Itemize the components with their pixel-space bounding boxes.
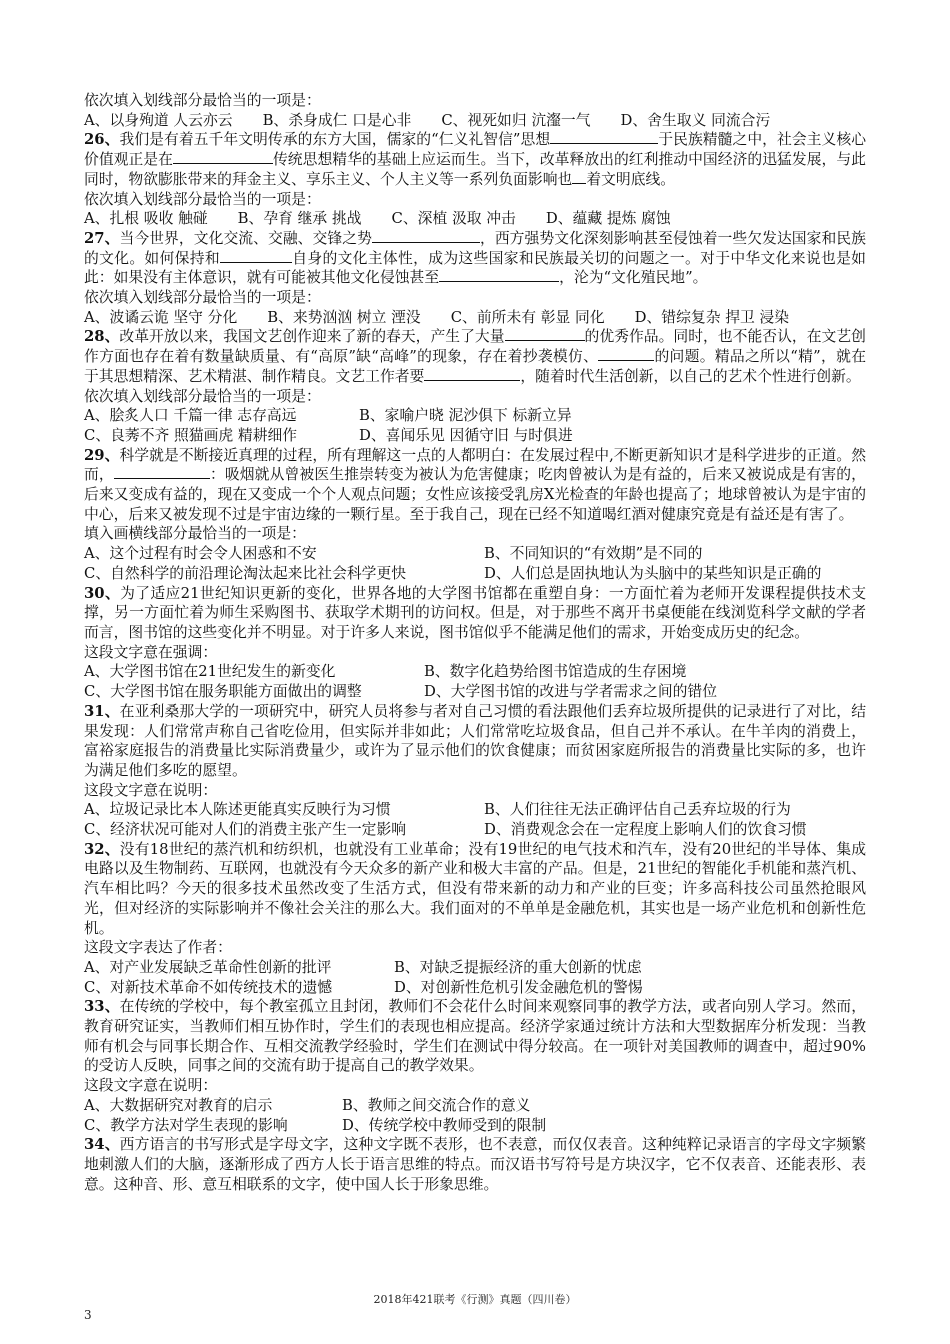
question-number: 26、 — [84, 131, 120, 149]
option-b: B、人们往往无法正确评估自己丢弃垃圾的行为 — [484, 801, 791, 819]
q31-stem: 31、在亚利桑那大学的一项研究中，研究人员将参与者对自己习惯的看法跟他们丢弃垃圾所提供的记录进行了对比，结果发现：人们常常声称自己省吃俭用，但实际并非如此；人们常常吃垃圾食品，但自己并不承认。在牛羊肉的消费上，富裕家庭报告的消费量比实际消费量少，或许为了显示他们的饮食健康；而贫困家庭所报告的消费量比实际的多，也许为满足他们多吃的愿望。 — [84, 702, 866, 779]
question-number: 32、 — [84, 840, 120, 858]
option-a: A、对产业发展缺乏革命性创新的批评 — [84, 958, 332, 976]
exam-page-content — [84, 91, 866, 1194]
q26-options — [84, 209, 866, 229]
question-number: 28、 — [84, 328, 120, 346]
option-c: C、对新技术革命不如传统技术的遗憾 — [84, 978, 333, 996]
q27-options — [84, 308, 866, 328]
q32-options-row1 — [84, 958, 866, 978]
q28-stem: 28、改革开放以来，我国文艺创作迎来了新的春天，产生了大量 的优秀作品。同时，也不能否认，在文艺创作方面也存在着有数量缺质量、有“高原”缺“高峰”的现象，存在着抄袭模仿、 的问题。精品之所以“精”，就在于其思想精深、艺术精湛、制作精良。文艺工作者要 ，随着时代生活创新，以自己的艺术个性进行创新。 — [84, 328, 866, 385]
q27-prompt: 依次填入划线部分最恰当的一项是： — [84, 289, 321, 307]
option-b: B、家喻户晓 泥沙俱下 标新立异 — [359, 407, 572, 425]
q33-options-row1 — [84, 1096, 866, 1116]
q28-options-row2 — [84, 426, 866, 446]
option-a: A、脍炙人口 千篇一律 志存高远 — [84, 407, 297, 425]
q31-prompt: 这段文字意在说明： — [84, 781, 218, 799]
q30-options-row1 — [84, 662, 866, 682]
blank-line — [598, 347, 654, 361]
q31-options-row1 — [84, 800, 866, 820]
q33-stem: 33、在传统的学校中，每个教室孤立且封闭，教师们不会花什么时间来观察同事的教学方法，或者向别人学习。然而，教育研究证实，当教师们相互协作时，学生们的表现也相应提高。经济学家通过统计方法和大型数据库分析发现：当教师有机会与同事长期合作、互相交流教学经验时，学生们在测试中得分较高。在一项针对美国教师的调查中，超过90%的受访人反映，同事之间的交流有助于提高自己的教学效果。 — [84, 998, 866, 1075]
option-a: A、以身殉道 人云亦云 — [84, 111, 233, 129]
page-footer: 2018年421联考《行测》真题（四川卷） — [373, 1293, 577, 1306]
blank-line — [439, 268, 559, 282]
blank-line — [505, 327, 585, 341]
option-a: A、波谲云诡 坚守 分化 — [84, 308, 238, 326]
option-c: C、深植 汲取 冲击 — [391, 210, 516, 228]
option-d: D、大学图书馆的改进与学者需求之间的错位 — [424, 683, 718, 701]
option-d: D、错综复杂 捍卫 浸染 — [634, 308, 790, 326]
option-d: D、对创新性危机引发金融危机的警惕 — [394, 978, 643, 996]
question-number: 29、 — [84, 446, 120, 464]
q32-options-row2 — [84, 978, 866, 998]
option-b: B、杀身成仁 口是心非 — [262, 111, 412, 129]
q26-stem: 26、我们是有着五千年文明传承的东方大国，儒家的“仁义礼智信”思想 于民族精髓之中，社会主义核心价值观正是在 传统思想精华的基础上应运而生。当下，改革释放出的红利推动中国经济的迅猛发展，与此同时，物欲膨胀带来的拜金主义、享乐主义、个人主义等一系列负面影响也 着文明底线。 — [84, 131, 866, 188]
blank-line — [220, 249, 292, 263]
option-c: C、前所未有 彰显 同化 — [450, 308, 605, 326]
option-a: A、垃圾记录比本人陈述更能真实反映行为习惯 — [84, 801, 391, 819]
option-d: D、人们总是固执地认为头脑中的某些知识是正确的 — [484, 564, 822, 582]
option-b: B、孕育 继承 挑战 — [237, 210, 362, 228]
blank-line — [114, 465, 210, 479]
option-a: A、大学图书馆在21世纪发生的新变化 — [84, 663, 336, 681]
q28-options-row1 — [84, 406, 866, 426]
option-d: D、喜闻乐见 因循守旧 与时俱进 — [359, 426, 573, 444]
q25-prompt: 依次填入划线部分最恰当的一项是： — [84, 92, 321, 109]
question-number: 27、 — [84, 229, 120, 247]
q30-prompt: 这段文字意在强调： — [84, 643, 218, 661]
blank-line — [550, 130, 658, 144]
q29-options-row2 — [84, 564, 866, 584]
option-b: B、来势汹汹 树立 湮没 — [267, 308, 421, 326]
option-a: A、扎根 吸收 触碰 — [84, 210, 208, 228]
blank-line — [173, 150, 273, 164]
option-b: B、教师之间交流合作的意义 — [342, 1096, 531, 1114]
blank-line — [572, 170, 586, 184]
q28-prompt: 依次填入划线部分最恰当的一项是： — [84, 387, 321, 405]
option-c: C、经济状况可能对人们的消费主张产生一定影响 — [84, 821, 407, 839]
option-d: D、舍生取义 同流合污 — [620, 111, 771, 129]
blank-line — [372, 229, 480, 243]
question-number: 33、 — [84, 998, 120, 1016]
q25-options — [84, 111, 866, 131]
option-a: A、大数据研究对教育的启示 — [84, 1096, 273, 1114]
blank-line — [424, 367, 520, 381]
option-d: D、传统学校中教师受到的限制 — [342, 1116, 547, 1134]
option-b: B、对缺乏提振经济的重大创新的忧虑 — [394, 958, 642, 976]
question-number: 34、 — [84, 1136, 120, 1154]
option-c: C、大学图书馆在服务职能方面做出的调整 — [84, 683, 362, 701]
q32-prompt: 这段文字表达了作者： — [84, 939, 232, 957]
q33-options-row2 — [84, 1116, 866, 1136]
option-c: C、视死如归 沆瀣一气 — [441, 111, 591, 129]
option-d: D、消费观念会在一定程度上影响人们的饮食习惯 — [484, 821, 807, 839]
q31-options-row2 — [84, 820, 866, 840]
option-b: B、不同知识的“有效期”是不同的 — [484, 545, 703, 563]
option-c: C、自然科学的前沿理论淘汰起来比社会科学更快 — [84, 564, 407, 582]
q29-options-row1 — [84, 544, 866, 564]
q30-options-row2 — [84, 682, 866, 702]
q29-stem: 29、科学就是不断接近真理的过程，所有理解这一点的人都明白：在发展过程中,不断更新知识才是科学进步的正道。然而， ：吸烟就从曾被医生推崇转变为被认为危害健康；吃肉曾被认为是有益的，后来又被说成是有害的，后来又变成有益的，现在又变成一个个人观点问题；女性应该接受乳房X光检查的年龄也提高了；地球曾被认为是宇宙的中心，后来又被发现不过是宇宙边缘的一颗行星。至于我自己，现在已经不知道喝红酒对健康究竟是有益还是有害了。 — [84, 446, 866, 523]
q34-stem: 34、西方语言的书写形式是字母文字，这种文字既不表形，也不表意，而仅仅表音。这种纯粹记录语言的字母文字频繁地刺激人们的大脑，逐渐形成了西方人长于语言思维的特点。而汉语书写符号是方块汉字，它不仅表音、还能表形、表意。这种音、形、意互相联系的文字，使中国人长于形象思维。 — [84, 1136, 866, 1193]
q27-stem: 27、当今世界，文化交流、交融、交锋之势 ，西方强势文化深刻影响甚至侵蚀着一些欠发达国家和民族的文化。如何保持和 自身的文化主体性，成为这些国家和民族最关切的问题之一。对于中华文化来说也是如此：如果没有主体意识，就有可能被其他文化侵蚀甚至 ，沦为“文化殖民地”。 — [84, 229, 866, 287]
q33-prompt: 这段文字意在说明： — [84, 1077, 218, 1095]
option-d: D、蕴藏 提炼 腐蚀 — [545, 210, 671, 228]
q29-prompt: 填入画横线部分最恰当的一项是： — [84, 525, 306, 543]
option-c: C、良莠不齐 照猫画虎 精耕细作 — [84, 426, 298, 444]
q30-stem: 30、为了适应21世纪知识更新的变化，世界各地的大学图书馆都在重塑自身：一方面忙着为老师开发课程提供技术支撑，另一方面忙着为师生采购图书、获取学术期刊的访问权。但是，对于那些不离开书桌便能在线浏览科学文献的学者而言，图书馆的这些变化并不明显。对于许多人来说，图书馆似乎不能满足他们的需求，开始变成历史的纪念。 — [84, 584, 866, 641]
option-b: B、数字化趋势给图书馆造成的生存困境 — [424, 663, 687, 681]
q32-stem: 32、没有18世纪的蒸汽机和纺织机，也就没有工业革命；没有19世纪的电气技术和汽车，没有20世纪的半导体、集成电路以及生物制药、互联网，也就没有今天众多的新产业和极大丰富的产品。但是，21世纪的智能化手机能和蒸汽机、汽车相比吗？今天的很多技术虽然改变了生活方式，但没有带来新的动力和产业的巨变；许多高科技公司虽然抢眼风光，但对经济的实际影响并不像社会关注的那么大。我们面对的不单单是金融危机，其实也是一场产业危机和创新性危机。 — [84, 840, 867, 937]
question-number: 31、 — [84, 702, 120, 720]
page-number: 3 — [84, 1308, 92, 1322]
q26-prompt: 依次填入划线部分最恰当的一项是： — [84, 190, 321, 208]
question-number: 30、 — [84, 584, 121, 602]
option-a: A、这个过程有时会令人困惑和不安 — [84, 545, 317, 563]
option-c: C、教学方法对学生表现的影响 — [84, 1116, 288, 1134]
